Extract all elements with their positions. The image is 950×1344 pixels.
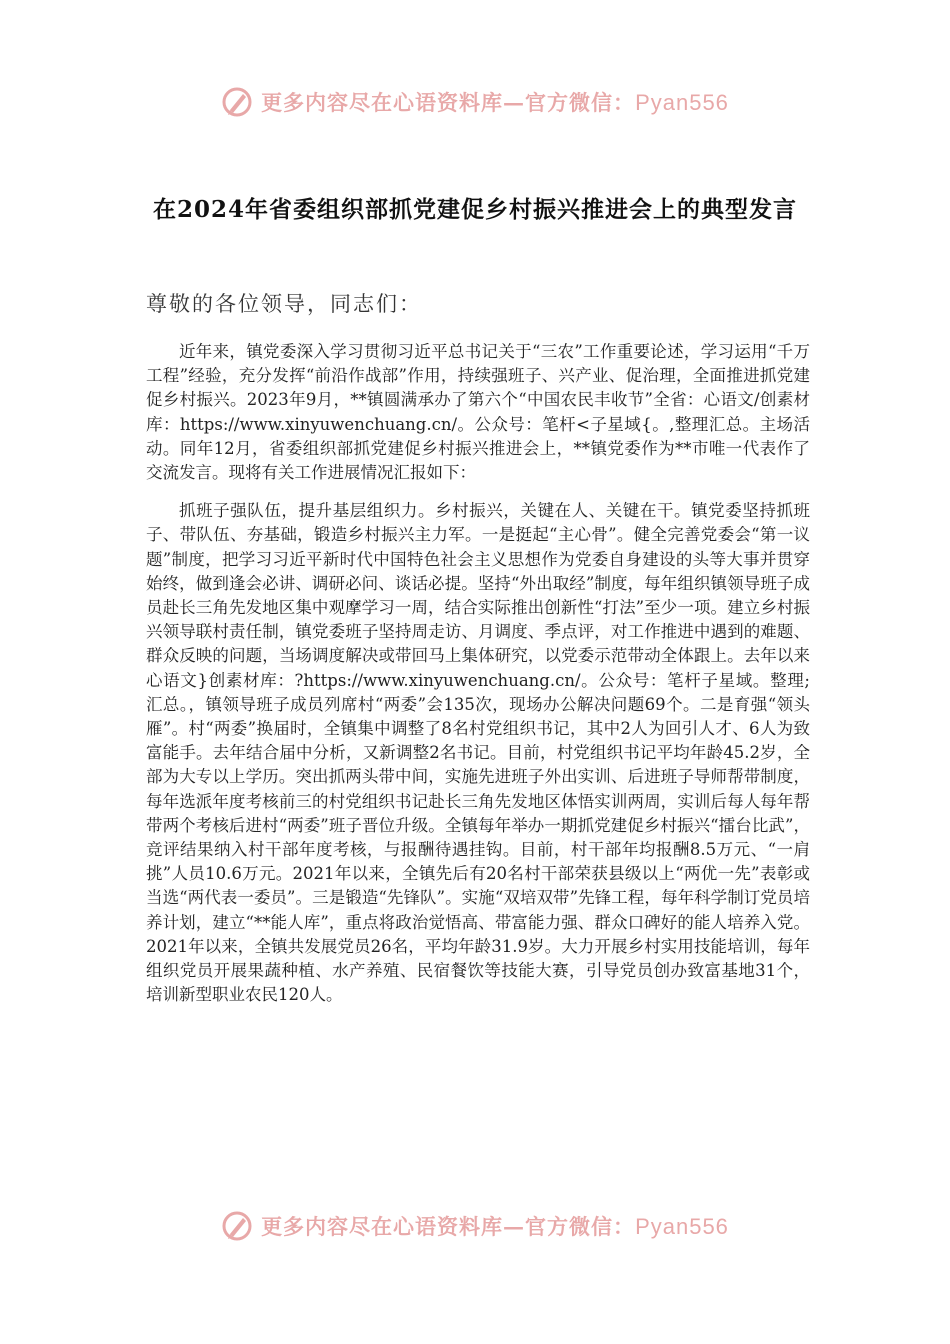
wechat-id: Pyan556: [635, 90, 729, 115]
watermark-text: 更多内容尽在心语资料库—官方微信：Pyan556: [261, 90, 729, 115]
wechat-id: Pyan556: [635, 1214, 729, 1239]
watermark-text: 更多内容尽在心语资料库—官方微信：Pyan556: [261, 1214, 729, 1239]
body-paragraph: 近年来，镇党委深入学习贯彻习近平总书记关于“三农”工作重要论述，学习运用“千万工程”经验，充分发挥“前沿作战部”作用，持续强班子、兴产业、促治理，全面推进抓党建促乡村振兴。2023年9月，**镇圆满承办了第六个“中国农民丰收节”全省：心语文/创素材库：https://www.xinyuwenchuang.cn/。公众号：笔杆<子星域{。,整理汇总。主场活动。同年12月，省委组织部抓党建促乡村振兴推进会上，**镇党委作为**市唯一代表作了交流发言。现将有关工作进展情况汇报如下：: [146, 342, 810, 483]
header-watermark-banner: [0, 82, 950, 122]
pen-logo-icon: [221, 1210, 253, 1242]
pen-logo-icon: [221, 86, 253, 118]
document-body: [146, 340, 810, 1021]
document-title: 在2024年省委组织部抓党建促乡村振兴推进会上的典型发言: [152, 196, 797, 224]
body-paragraph: 抓班子强队伍，提升基层组织力。乡村振兴，关键在人、关键在干。镇党委坚持抓班子、带队伍、夯基础，锻造乡村振兴主力军。一是挺起“主心骨”。健全完善党委会“第一议题”制度，把学习习近平新时代中国特色社会主义思想作为党委自身建设的头等大事并贯穿始终，做到逢会必讲、调研必问、谈话必提。坚持“外出取经”制度，每年组织镇领导班子成员赴长三角先发地区集中观摩学习一周，结合实际推出创新性“打法”至少一项。建立乡村振兴领导联村责任制，镇党委班子坚持周走访、月调度、季点评，对工作推进中遇到的难题、群众反映的问题，当场调度解决或带回马上集体研究，以党委示范带动全体跟上。去年以来心语文}创素材库：?https://www.xinyuwenchuang.cn/。公众号：笔杆子星域。整理;汇总。，镇领导班子成员列席村“两委”会135次，现场办公解决问题69个。二是育强“领头雁”。村“两委”换届时，全镇集中调整了8名村党组织书记，其中2人为回引人才、6人为致富能手。去年结合届中分析，又新调整2名书记。目前，村党组织书记平均年龄45.2岁，全部为大专以上学历。突出抓两头带中间，实施先进班子外出实训、后进班子导师帮带制度，每年选派年度考核前三的村党组织书记赴长三角先发地区体悟实训两周，实训后每人每年帮带两个考核后进村“两委”班子晋位升级。全镇每年举办一期抓党建促乡村振兴“擂台比武”，竞评结果纳入村干部年度考核，与报酬待遇挂钩。目前，村干部年均报酬8.5万元、“一肩挑”人员10.6万元。2021年以来，全镇先后有20名村干部荣获县级以上“两优一先”表彰或当选“两代表一委员”。三是锻造“先锋队”。实施“双培双带”先锋工程，每年科学制订党员培养计划，建立“**能人库”，重点将政治觉悟高、带富能力强、群众口碑好的能人培养入党。2021年以来，全镇共发展党员26名，平均年龄31.9岁。大力开展乡村实用技能培训，每年组织党员开展果蔬种植、水产养殖、民宿餐饮等技能大赛，引导党员创办致富基地31个，培训新型职业农民120人。: [146, 501, 810, 1005]
footer-watermark-banner: [0, 1206, 950, 1246]
salutation: 尊敬的各位领导，同志们：: [146, 292, 422, 316]
